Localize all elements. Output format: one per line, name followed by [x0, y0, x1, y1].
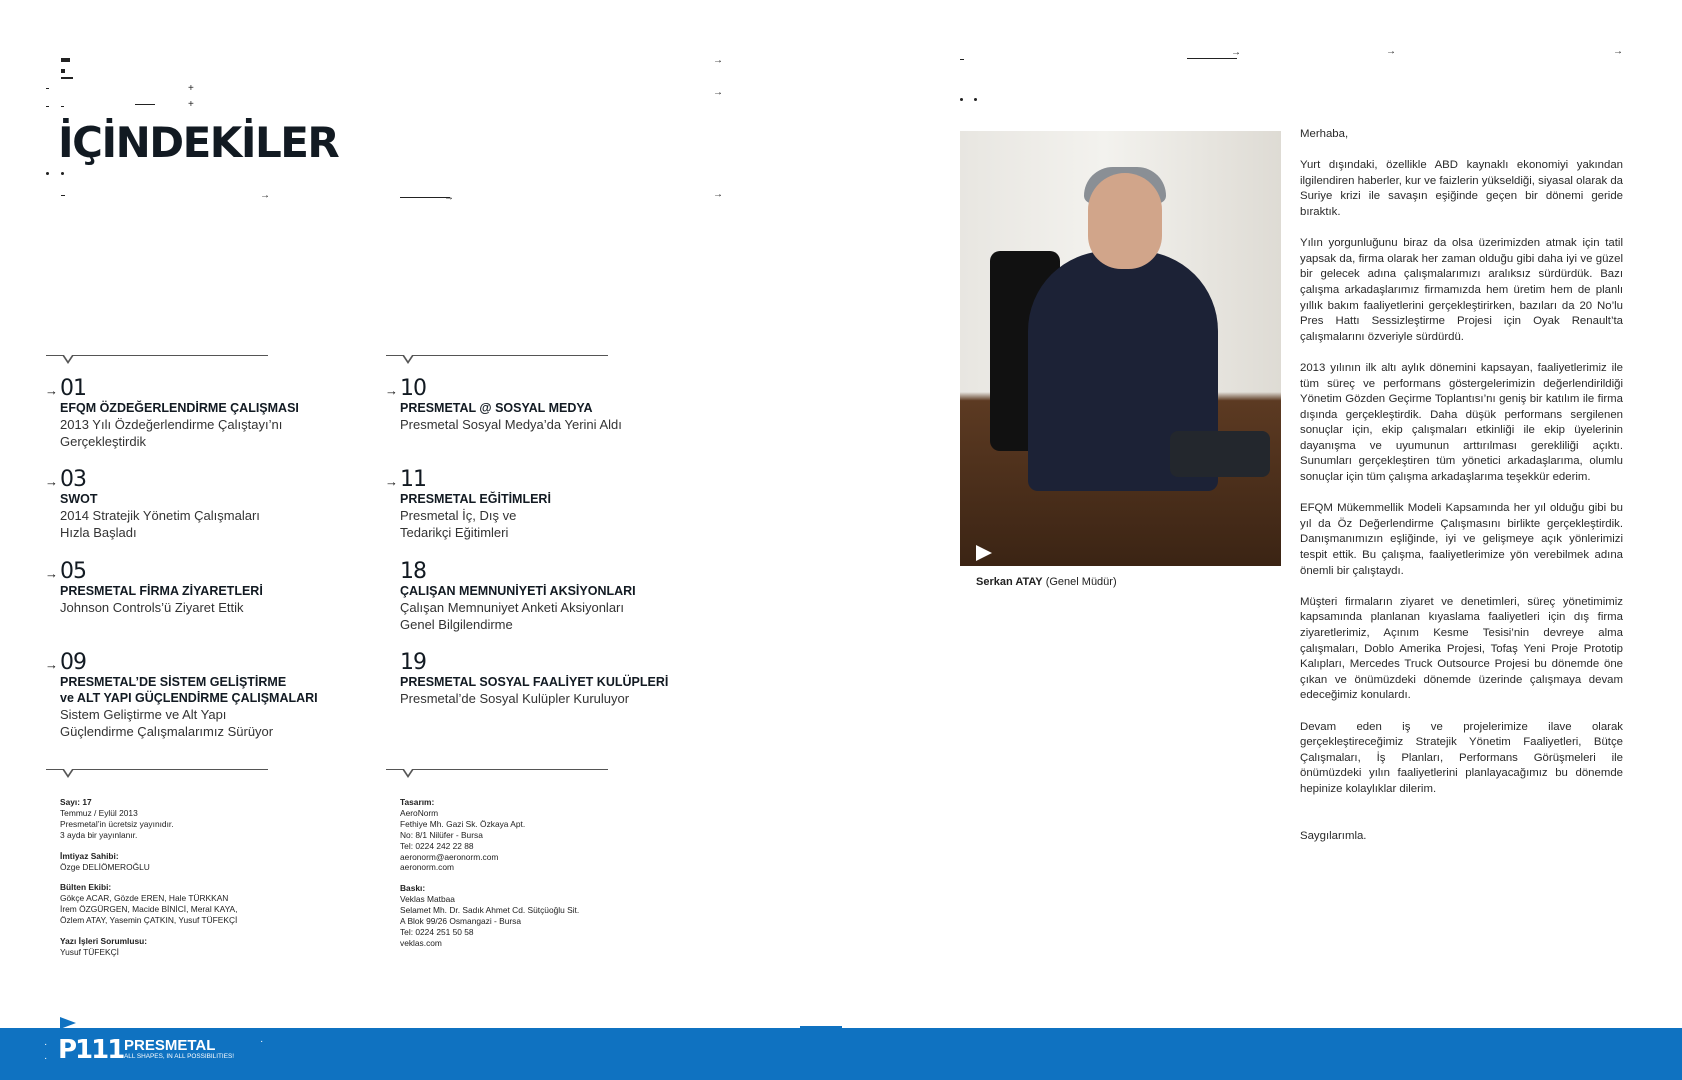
portrait-photo	[960, 131, 1281, 566]
letter-paragraph: Müşteri firmaların ziyaret ve denetimleri, süreç yönetimimiz kapsamında planlanan kıyaslama faaliyetleri için dış firma ziyaretlerimiz, Açınım Kesme Tesisi’nin devreye alma çalışmaları, Doblo Amerika Projesi, Tofaş Yeni Proje Prototip Kalıpları, Mercedes Truck Outsource Projesi bu dönemde öne çıkan ve önümüzdeki dönemde üzerinde çalışmaya devam edeceğimiz konulardı.	[1300, 595, 1623, 702]
toc-heading: EFQM ÖZDEĞERLENDİRME ÇALIŞMASI	[60, 401, 299, 415]
deco-line	[135, 104, 155, 105]
toc-subtitle: Presmetal İç, Dış ve	[400, 508, 517, 523]
deco-mark: +	[188, 99, 194, 110]
deco-line	[1187, 58, 1237, 59]
arrow-right-icon: →	[713, 55, 723, 66]
head-shape	[1088, 173, 1162, 269]
toc-page-number: 09	[60, 650, 86, 675]
credits-label: Yazı İşleri Sorumlusu:	[60, 936, 148, 947]
arrow-right-icon: →	[385, 474, 398, 489]
arrow-right-icon: →	[45, 474, 58, 489]
deco-mark	[960, 59, 964, 60]
presmetal-logo-name: PRESMETAL	[124, 1037, 216, 1054]
toc-subtitle: Hızla Başladı	[60, 525, 137, 540]
arrow-right-icon: →	[1231, 47, 1241, 58]
toc-heading: PRESMETAL @ SOSYAL MEDYA	[400, 401, 593, 415]
credits-label: Sayı: 17	[60, 797, 92, 807]
letter-paragraph: 2013 yılının ilk altı aylık dönemini kapsayan, faaliyetlerimiz ile tüm süreç ve performans göstergelerimizin değerlendirildiği Yönetim Gözden Geçirme Toplantısı’nı geniş bir katılım ile firma dışında gerçekleştirdik. Daha düşük performans sergilenen sonuçlar için, ekip çalışmaları etkinliği ile ekip üyelerinin dayanışma ve uyumunun arttırılması gerekliliği açıktı. Sunumları gerçekleştiren tüm yönetici arkadaşlarıma, olumlu sonuçlar için tüm çalışma arkadaşlarıma teşekkür ederim.	[1300, 361, 1623, 484]
toc-heading: ve ALT YAPI GÜÇLENDİRME ÇALIŞMALARI	[60, 691, 318, 705]
presmetal-logo-tagline: ALL SHAPES, IN ALL POSSIBILITIES!	[124, 1053, 234, 1060]
credits-line: A Blok 99/26 Osmangazi - Bursa	[400, 916, 522, 927]
letter-paragraph: Yılın yorgunluğunu biraz da olsa üzerimizden atmak için tatil yapsak da, firma olarak her zaman olduğu gibi daha iyi ve güzel bir gelecek adına çalışmalarımızı aralıksız sürdürdük. Bazı çalışma arkadaşlarımız firmamızda hem üretim hem de planlı yıllık bakım faaliyetlerini gerçekleştirirken, bazıları da 20 No’lu Pres Hattı Sessizleştirme Projesi için Oyak Renault’ta çalışmalarını özveriyle sürdürdü.	[1300, 237, 1623, 343]
arrow-right-icon: →	[45, 657, 58, 672]
toc-subtitle: Presmetal’de Sosyal Kulüpler Kuruluyor	[400, 691, 630, 706]
credits-line: Tel: 0224 251 50 58	[400, 926, 474, 937]
toc-subtitle: Gerçekleştirdik	[60, 434, 146, 449]
toc-subtitle: Çalışan Memnuniyet Anketi Aksiyonları	[400, 600, 624, 615]
toc-subtitle: Presmetal Sosyal Medya’da Yerini Aldı	[400, 417, 622, 432]
toc-page-number: 11	[400, 467, 426, 492]
credits-line: Yusuf TÜFEKÇİ	[60, 946, 119, 957]
arrow-right-icon: →	[713, 189, 723, 200]
toc-subtitle: Güçlendirme Çalışmalarımız Sürüyor	[60, 724, 274, 739]
toc-subtitle: Genel Bilgilendirme	[400, 617, 513, 632]
credits-line: Fethiye Mh. Gazi Sk. Özkaya Apt.	[400, 818, 526, 829]
credits-line: Temmuz / Eylül 2013	[60, 807, 138, 818]
deco-mark	[974, 98, 977, 101]
toc-subtitle: 2014 Stratejik Yönetim Çalışmaları	[60, 508, 260, 523]
credits-line: Gökçe ACAR, Gözde EREN, Hale TÜRKKAN	[60, 893, 229, 904]
credits-label: Baskı:	[400, 883, 426, 894]
letter-paragraph: Yurt dışındaki, özellikle ABD kaynaklı ekonomiyi yakından ilgilendiren haberler, kur ve faizlerin yükseldiği, siyasal olarak da Suriye krizi ile savaşın eşiğinde geçen bir dönemi geride bıraktık.	[1300, 159, 1623, 218]
toc-subtitle: Johnson Controls’ü Ziyaret Ettik	[60, 600, 244, 615]
credits-line: Tel: 0224 242 22 88	[400, 840, 474, 851]
toc-heading: PRESMETAL’DE SİSTEM GELİŞTİRME	[60, 675, 287, 689]
toc-entry[interactable]	[45, 650, 360, 740]
section-divider	[46, 355, 268, 367]
toc-page-number: 03	[60, 467, 86, 492]
deco-mark: ·	[44, 1053, 48, 1064]
credits-line: Özge DELİÖMEROĞLU	[60, 861, 150, 872]
toc-page-number: 01	[60, 376, 86, 401]
deco-mark	[46, 172, 49, 175]
toc-heading: PRESMETAL EĞİTİMLERİ	[400, 492, 551, 506]
toc-heading: PRESMETAL FİRMA ZİYARETLERİ	[60, 584, 263, 598]
credits-label: Bülten Ekibi:	[60, 882, 112, 893]
deco-mark: ·	[44, 1039, 48, 1050]
deco-mark	[61, 195, 65, 196]
caption-role: (Genel Müdür)	[1045, 576, 1117, 588]
deco-mark	[61, 69, 65, 73]
caption-name: Serkan ATAY	[976, 576, 1043, 588]
arrow-right-icon: →	[1386, 46, 1396, 57]
arrow-right-icon: →	[260, 190, 270, 201]
page-title: İÇİNDEKİLER	[58, 118, 339, 167]
toc-subtitle: Tedarikçi Eğitimleri	[400, 525, 509, 540]
toc-subtitle: Sistem Geliştirme ve Alt Yapı	[60, 707, 227, 722]
credits-line: İrem ÖZGÜRGEN, Macide BİNİCİ, Meral KAYA,	[60, 904, 238, 915]
arrow-right-icon: →	[45, 383, 58, 398]
credits-label: İmtiyaz Sahibi:	[60, 850, 119, 861]
toc-page-number: 05	[60, 559, 86, 584]
section-divider	[46, 769, 268, 781]
toc-entry[interactable]	[45, 376, 360, 450]
credits-production	[400, 797, 579, 949]
arrow-right-icon: →	[1613, 46, 1623, 57]
toc-subtitle: 2013 Yılı Özdeğerlendirme Çalıştayı’nı	[60, 417, 283, 432]
letter-paragraph: EFQM Mükemmellik Modeli Kapsamında her yıl olduğu gibi bu yıl da Öz Değerlendirme Çalışmasını birlikte gerçekleştirdik. Danışmanımızın eşliğinde, iyi ve gelişmeye açık yönlerimizi tespit ettik. Bu çalışma, faaliyetlerimize yön verebilmek adına önemli bir çalıştaydı.	[1300, 502, 1623, 577]
toc-entry[interactable]	[45, 559, 360, 616]
credits-line: No: 8/1 Nilüfer - Bursa	[400, 829, 483, 840]
letter-closing: Saygılarımla.	[1300, 829, 1367, 842]
deco-mark: +	[188, 83, 194, 94]
deco-mark	[61, 58, 70, 62]
deco-mark	[46, 106, 49, 107]
toc-heading: ÇALIŞAN MEMNUNİYETİ AKSİYONLARI	[400, 584, 636, 598]
section-divider	[386, 355, 608, 367]
credits-publication	[60, 797, 237, 958]
arrow-right-icon: →	[713, 87, 723, 98]
credits-line: 3 ayda bir yayınlanır.	[60, 829, 138, 840]
arrow-right-icon: →	[45, 566, 58, 581]
toc-entry[interactable]	[385, 376, 700, 433]
desk-phone-shape	[1170, 431, 1270, 477]
deco-mark	[61, 172, 64, 175]
toc-entry[interactable]	[385, 467, 700, 541]
deco-mark	[61, 106, 64, 107]
credits-line: Presmetal’in ücretsiz yayınıdır.	[60, 818, 174, 829]
credits-line: AeroNorm	[400, 807, 439, 818]
arrow-right-icon: →	[385, 383, 398, 398]
toc-page-number: 10	[400, 376, 426, 401]
toc-entry[interactable]	[45, 467, 360, 541]
deco-mark	[960, 98, 963, 101]
credits-website-link[interactable]: aeronorm.com	[400, 862, 454, 873]
deco-line	[400, 197, 450, 198]
deco-mark: ·	[260, 1036, 264, 1047]
arrow-right-icon: →	[444, 192, 454, 203]
credits-label: Tasarım:	[400, 797, 435, 807]
credits-website-link[interactable]: veklas.com	[400, 937, 442, 948]
section-divider	[386, 769, 608, 781]
credits-line: Özlem ATAY, Yasemin ÇATKIN, Yusuf TÜFEKÇİ	[60, 915, 238, 926]
letter-paragraph: Devam eden iş ve projelerimize ilave olarak gerçekleştireceğimiz Stratejik Yönetim Faaliyetleri, Bütçe Çalışmaları, İş Planları, Performans Görüşmeleri ile önümüzdeki yılın faaliyetlerini planlayacağımız bu dönemde hepinize kolaylıklar dilerim.	[1300, 720, 1623, 795]
deco-mark	[46, 88, 49, 89]
toc-entry[interactable]	[400, 652, 700, 707]
toc-entry[interactable]	[400, 561, 700, 633]
credits-line: Veklas Matbaa	[400, 894, 455, 905]
footer-band	[0, 1028, 1682, 1080]
toc-heading: PRESMETAL SOSYAL FAALİYET KULÜPLERİ	[400, 675, 669, 689]
presmetal-logo-mark: P111	[58, 1035, 124, 1065]
credits-line: Selamet Mh. Dr. Sadık Ahmet Cd. Sütçüoğlu Sit.	[400, 905, 580, 916]
toc-page-number: 18	[400, 559, 426, 584]
toc-page-number: 19	[400, 650, 426, 675]
footer-spine	[800, 1026, 842, 1030]
credits-email-link[interactable]: aeronorm@aeronorm.com	[400, 851, 499, 862]
photo-caption	[976, 576, 1117, 588]
toc-heading: SWOT	[60, 492, 98, 506]
editor-letter	[1300, 127, 1623, 860]
letter-greeting: Merhaba,	[1300, 128, 1349, 140]
deco-mark	[61, 77, 73, 79]
play-icon	[976, 545, 992, 561]
